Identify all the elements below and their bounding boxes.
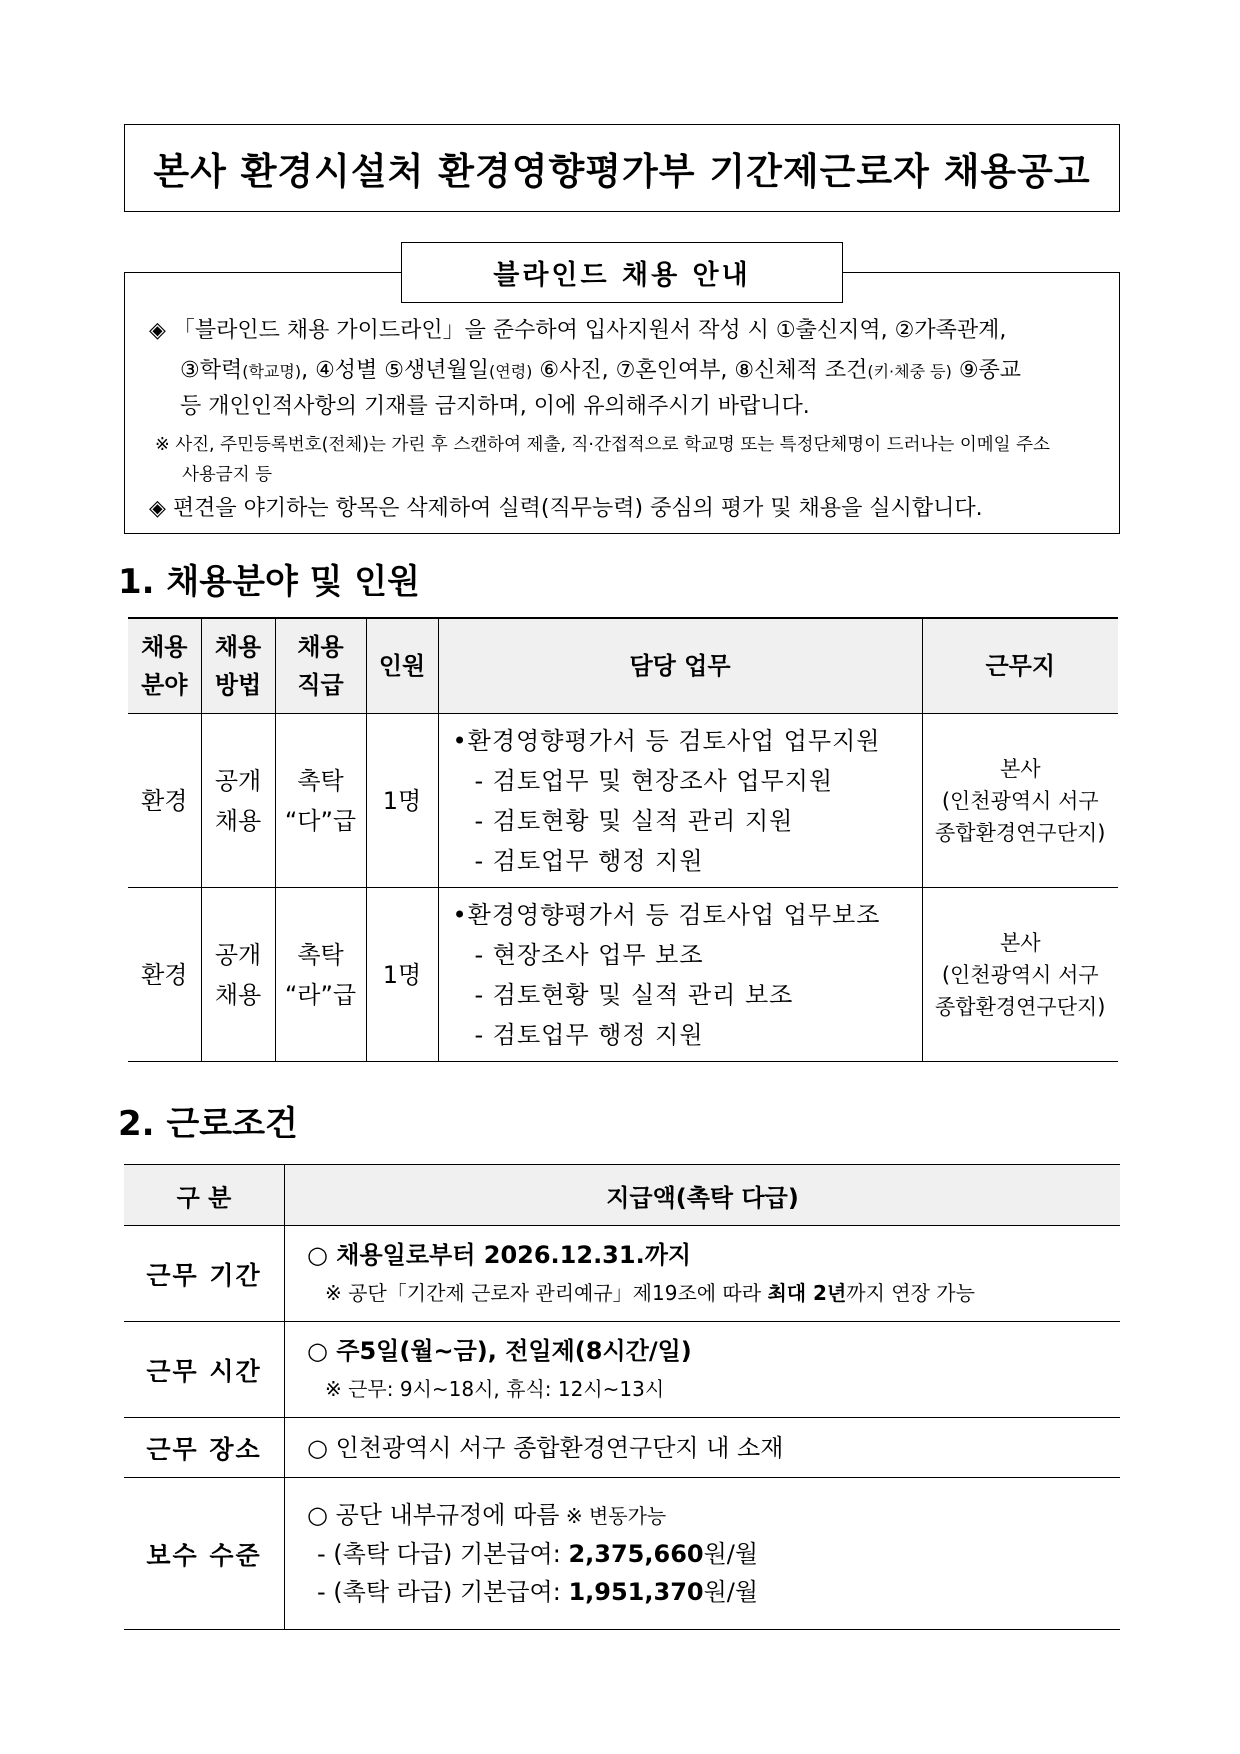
- label-pay: 보수 수준: [124, 1478, 285, 1630]
- blind-notice-box: [124, 272, 1120, 534]
- title-box: [124, 124, 1120, 212]
- table-header-row: [128, 618, 1118, 714]
- cell-count: 1명: [366, 714, 438, 888]
- blind-line-2: ③학력(학교명), ④성별 ⑤생년월일(연령) ⑥사진, ⑦혼인여부, ⑧신체적 조건(키·체중 등) ⑨종교: [180, 358, 1022, 383]
- cell-field: 환경: [128, 888, 201, 1062]
- cell-method: 공개 채용: [201, 714, 275, 888]
- header-amount: 지급액(촉탁 다급): [285, 1165, 1121, 1226]
- table-row: [124, 1418, 1120, 1478]
- table-row: [124, 1322, 1120, 1418]
- content-pay: ○ 공단 내부규정에 따름 ※ 변동가능 - (촉탁 다급) 기본급여: 2,375,660원/월 - (촉탁 라급) 기본급여: 1,951,370원/월: [285, 1478, 1121, 1630]
- recruitment-table: [128, 617, 1118, 1062]
- section-1-heading: 1. 채용분야 및 인원: [118, 562, 420, 602]
- blind-note-2: 사용금지 등: [182, 465, 273, 485]
- table-row: [124, 1478, 1120, 1630]
- blind-notice-title: 블라인드 채용 안내: [493, 260, 751, 291]
- header-location: 근무지: [922, 618, 1118, 714]
- cell-method: 공개 채용: [201, 888, 275, 1062]
- work-conditions-table: [124, 1164, 1120, 1630]
- header-method: 채용 방법: [201, 618, 275, 714]
- header-field: 채용 분야: [128, 618, 201, 714]
- cell-duties: •환경영향평가서 등 검토사업 업무보조 - 현장조사 업무 보조 - 검토현황 및 실적 관리 보조 - 검토업무 행정 지원: [438, 888, 922, 1062]
- header-grade: 채용 직급: [275, 618, 366, 714]
- blind-line-4: ◈ 편견을 야기하는 항목은 삭제하여 실력(직무능력) 중심의 평가 및 채용을 실시합니다.: [149, 496, 983, 521]
- content-hours: ○ 주5일(월~금), 전일제(8시간/일) ※ 근무: 9시~18시, 휴식: 12시~13시: [285, 1322, 1121, 1418]
- blind-line-1: ◈ 「블라인드 채용 가이드라인」을 준수하여 입사지원서 작성 시 ①출신지역, ②가족관계,: [149, 318, 1007, 343]
- blind-line-3: 등 개인인적사항의 기재를 금지하며, 이에 유의해주시기 바랍니다.: [180, 394, 810, 419]
- table-header-row: [124, 1165, 1120, 1226]
- header-duties: 담당 업무: [438, 618, 922, 714]
- label-place: 근무 장소: [124, 1418, 285, 1478]
- table-row: [128, 888, 1118, 1062]
- header-category: 구 분: [124, 1165, 285, 1226]
- section-2-heading: 2. 근로조건: [118, 1104, 298, 1144]
- page-title: 본사 환경시설처 환경영향평가부 기간제근로자 채용공고: [153, 150, 1091, 193]
- blind-note-1: ※ 사진, 주민등록번호(전체)는 가린 후 스캔하여 제출, 직·간접적으로 학교명 또는 특정단체명이 드러나는 이메일 주소: [155, 435, 1050, 455]
- label-period: 근무 기간: [124, 1226, 285, 1322]
- content-place: ○ 인천광역시 서구 종합환경연구단지 내 소재: [285, 1418, 1121, 1478]
- cell-count: 1명: [366, 888, 438, 1062]
- cell-duties: •환경영향평가서 등 검토사업 업무지원 - 검토업무 및 현장조사 업무지원 - 검토현황 및 실적 관리 지원 - 검토업무 행정 지원: [438, 714, 922, 888]
- cell-location: 본사 (인천광역시 서구 종합환경연구단지): [922, 714, 1118, 888]
- table-row: [128, 714, 1118, 888]
- blind-notice-title-box: [401, 242, 843, 303]
- table-row: [124, 1226, 1120, 1322]
- content-period: ○ 채용일로부터 2026.12.31.까지 ※ 공단「기간제 근로자 관리예규」제19조에 따라 최대 2년까지 연장 가능: [285, 1226, 1121, 1322]
- cell-grade: 촉탁 “라”급: [275, 888, 366, 1062]
- header-count: 인원: [366, 618, 438, 714]
- label-hours: 근무 시간: [124, 1322, 285, 1418]
- cell-location: 본사 (인천광역시 서구 종합환경연구단지): [922, 888, 1118, 1062]
- cell-grade: 촉탁 “다”급: [275, 714, 366, 888]
- cell-field: 환경: [128, 714, 201, 888]
